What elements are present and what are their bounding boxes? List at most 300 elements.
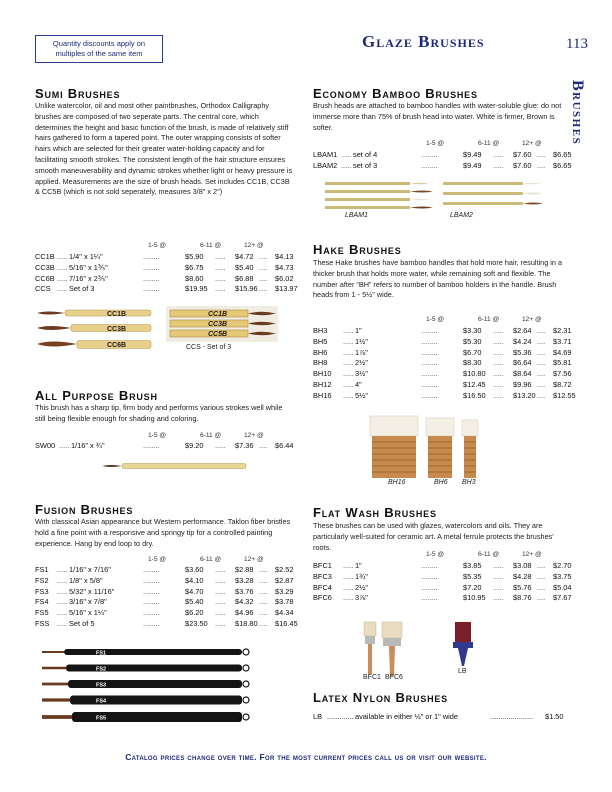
leader: ........	[421, 390, 438, 400]
fusion-brush-fs2	[42, 665, 249, 672]
hake-price-table	[313, 326, 576, 402]
sumi-brush-cc3b	[37, 325, 151, 332]
price-6-11: $8.76	[513, 593, 532, 603]
leader: ....	[259, 586, 268, 596]
item-size: 1"	[355, 326, 362, 335]
item-code: SW00	[35, 441, 56, 450]
price-6-11: $4.32	[235, 597, 254, 607]
price-6-11: $4.28	[513, 571, 532, 581]
leader: ....	[537, 582, 546, 592]
fusion-brush-fs1	[42, 649, 249, 655]
leader: ....	[259, 284, 268, 294]
item-code: CC1B	[35, 252, 55, 261]
leader: ........	[421, 160, 438, 170]
page-title: Glaze Brushes	[362, 32, 485, 51]
item-size: 1½"	[355, 336, 368, 346]
price-row	[313, 337, 573, 348]
item-code: BH10	[313, 369, 332, 379]
fusion-brush-fs4	[42, 696, 249, 705]
item-size: 1/8" x 5/8"	[69, 575, 103, 585]
leader: .....	[493, 150, 504, 159]
item-size: 5/16" x 1⅗"	[69, 262, 108, 272]
hake-brush-bh3	[462, 420, 478, 478]
price-6-11: $4.96	[235, 608, 254, 618]
item-code: FS1	[35, 565, 49, 574]
set-label-2: CC3B	[208, 321, 228, 328]
price-12-plus: $2.70	[553, 561, 572, 570]
price-row	[313, 593, 573, 604]
leader: ....	[537, 369, 546, 379]
leader: ........	[143, 284, 160, 294]
item-code: BH16	[313, 390, 332, 400]
item-size: 7/16" x 2⅗"	[69, 273, 108, 283]
price-1-5: $8.60	[185, 273, 204, 283]
leader: .....	[215, 608, 226, 618]
bh6-caption: BH6	[434, 479, 448, 486]
sumi-set-image	[166, 306, 278, 342]
leader: .....	[493, 369, 504, 379]
price-col-2: 6-11 @	[200, 556, 222, 563]
price-12-plus: $7.67	[553, 593, 572, 603]
price-12-plus: $8.72	[553, 379, 572, 389]
leader: .....	[343, 390, 354, 400]
price-col-3: 12+ @	[244, 556, 264, 563]
item-size: 1/16" x ¾"	[71, 441, 105, 450]
price-row	[313, 390, 576, 402]
leader: ........	[143, 575, 160, 585]
leader: .....	[215, 284, 226, 294]
price-6-11: $7.60	[513, 160, 532, 170]
price-row	[313, 380, 573, 391]
price-row	[313, 326, 573, 337]
leader: .....	[493, 593, 504, 603]
price-col-3: 12+ @	[244, 242, 264, 249]
fusion-heading: Fusion Brushes	[35, 502, 134, 517]
item-code: LBAM2	[313, 160, 338, 170]
leader: ........	[421, 326, 438, 335]
price-1-5: $12.45	[463, 379, 486, 389]
sumi-price-header	[140, 242, 300, 252]
price-col-1: 1-5 @	[148, 242, 167, 249]
fusion-price-table	[35, 565, 298, 630]
bfc1-caption: BFC1	[363, 674, 381, 681]
price-col-2: 6-11 @	[200, 242, 222, 249]
price-row	[313, 150, 573, 161]
leader: .....	[215, 252, 226, 261]
bamboo-description: Brush heads are attached to bamboo handles with water-soluble glue: do not immerse more than 75% of brush head into water. White is firmer, Brown is softer.	[313, 101, 562, 132]
item-code: BH3	[313, 326, 328, 335]
sumi-set-caption: CCS - Set of 3	[186, 344, 232, 351]
set-label-3: CC5B	[208, 331, 228, 338]
price-12-plus: $4.13	[275, 252, 294, 261]
item-code: FS3	[35, 586, 49, 596]
item-size: 1/4" x 1¼"	[69, 252, 103, 261]
price-col-3: 12+ @	[522, 316, 542, 323]
price-6-11: $9.96	[513, 379, 532, 389]
item-code: BH6	[313, 347, 328, 357]
bamboo-price-table	[313, 150, 573, 172]
latex-text: available in either ½" or 1" wide	[355, 712, 459, 721]
hake-price-header	[418, 316, 578, 326]
leader: .....	[493, 561, 504, 570]
price-row	[35, 441, 295, 452]
price-col-1: 1-5 @	[426, 316, 445, 323]
item-code: FSS	[35, 618, 50, 628]
bamboo-heading: Economy Bamboo Brushes	[313, 86, 478, 101]
price-row	[313, 583, 573, 594]
leader: .....	[215, 565, 226, 574]
price-row	[313, 161, 573, 172]
price-row	[313, 572, 573, 583]
price-1-5: $10.95	[463, 593, 486, 603]
leader: .....	[343, 369, 354, 379]
leader: .....	[493, 347, 504, 357]
sumi-brush-cc1b	[37, 310, 151, 316]
leader: ....	[537, 358, 546, 368]
item-code: FS5	[35, 608, 49, 618]
quantity-discount-notice	[35, 35, 163, 63]
allpurpose-brush-image	[100, 460, 250, 472]
bh3-caption: BH3	[462, 479, 476, 486]
price-6-11: $4.24	[513, 336, 532, 346]
flatwash-heading: Flat Wash Brushes	[313, 505, 437, 520]
bh16-caption: BH16	[388, 479, 406, 486]
leader: ....	[259, 565, 268, 574]
fusion-brush-fs3	[42, 680, 249, 688]
leader: ....	[537, 390, 546, 400]
leader: ....	[259, 597, 268, 607]
leader: .....	[343, 326, 354, 335]
price-1-5: $10.80	[463, 369, 486, 379]
fusion-label-5: FS5	[96, 715, 107, 722]
latex-leader-2: .....................	[490, 712, 534, 721]
item-code: BFC4	[313, 582, 332, 592]
leader: ....	[537, 326, 546, 335]
leader: .....	[59, 441, 70, 450]
price-6-11: $7.60	[513, 150, 532, 159]
leader: .....	[493, 571, 504, 581]
price-row	[35, 608, 295, 619]
item-size: 5½"	[355, 390, 368, 400]
leader: .....	[57, 575, 68, 585]
side-tab-label: Brushes	[569, 80, 586, 146]
price-1-5: $3.85	[463, 561, 482, 570]
item-size: 5/32" x 11/16"	[69, 586, 115, 596]
leader: ........	[143, 586, 160, 596]
item-size: Set of 5	[69, 618, 95, 628]
price-1-5: $7.20	[463, 582, 482, 592]
price-col-2: 6-11 @	[478, 316, 500, 323]
leader: .....	[343, 358, 354, 368]
price-12-plus: $4.73	[275, 262, 294, 272]
item-size: 1⅞"	[355, 347, 368, 357]
leader: .....	[57, 618, 68, 628]
price-col-1: 1-5 @	[148, 432, 167, 439]
price-row	[35, 618, 298, 630]
leader: .....	[215, 575, 226, 585]
leader: .....	[493, 582, 504, 592]
sumi-brush-cc6b	[37, 341, 151, 349]
item-code: CC6B	[35, 273, 55, 283]
leader: ........	[143, 262, 160, 272]
price-1-5: $5.30	[463, 336, 482, 346]
bfc6-brush	[382, 622, 402, 676]
fusion-description: With classical Asian appearance but Western performance. Taklon fiber bristles hold a fine point with a responsive and springy tip for a controlled painting experience. Hang by end loop to dry.	[35, 517, 291, 548]
item-code: BH5	[313, 336, 328, 346]
leader: .....	[343, 347, 354, 357]
price-1-5: $4.10	[185, 575, 204, 585]
fusion-label-1: FS1	[96, 650, 107, 657]
price-12-plus: $5.04	[553, 582, 572, 592]
price-12-plus: $4.69	[553, 347, 572, 357]
price-12-plus: $2.87	[275, 575, 294, 585]
leader: ....	[537, 336, 546, 346]
hake-brushes-image	[368, 414, 486, 480]
lb-caption: LB	[458, 668, 467, 675]
price-row	[35, 252, 295, 263]
price-12-plus: $5.81	[553, 358, 572, 368]
price-12-plus: $6.44	[275, 441, 294, 450]
leader: ....	[259, 618, 268, 628]
price-12-plus: $3.29	[275, 586, 294, 596]
price-12-plus: $16.45	[275, 618, 298, 628]
item-size: 1/16" x 7/16"	[69, 565, 111, 574]
lbam1-set	[325, 182, 433, 209]
leader: .....	[57, 284, 68, 294]
price-col-1: 1-5 @	[426, 140, 445, 147]
price-6-11: $2.88	[235, 565, 254, 574]
price-row	[35, 274, 295, 285]
price-6-11: $6.64	[513, 358, 532, 368]
price-col-3: 12+ @	[522, 140, 542, 147]
leader: .....	[341, 160, 352, 170]
item-code: FS2	[35, 575, 49, 585]
leader: .....	[215, 262, 226, 272]
item-code: BFC3	[313, 571, 332, 581]
price-1-5: $6.20	[185, 608, 204, 618]
leader: ........	[421, 561, 438, 570]
leader: ........	[143, 565, 160, 574]
price-row	[35, 284, 298, 295]
leader: ....	[537, 561, 546, 570]
price-12-plus: $6.02	[275, 273, 294, 283]
leader: .....	[57, 608, 68, 618]
leader: ........	[421, 379, 438, 389]
item-code: LBAM1	[313, 150, 338, 159]
item-size: set of 4	[353, 150, 378, 159]
fusion-label-3: FS3	[96, 682, 107, 689]
leader: ........	[421, 336, 438, 346]
leader: .....	[57, 565, 68, 574]
flatwash-price-table	[313, 561, 573, 604]
price-1-5: $9.20	[185, 441, 204, 450]
fusion-label-2: FS2	[96, 666, 107, 673]
leader: .....	[493, 160, 504, 170]
item-code: CCS	[35, 284, 51, 294]
price-1-5: $19.95	[185, 284, 208, 294]
leader: .....	[215, 586, 226, 596]
leader: .....	[343, 582, 354, 592]
footer-note: Catalog prices change over time. For the most current prices call us or visit our website.	[125, 752, 487, 762]
leader: .....	[57, 262, 68, 272]
leader: ....	[537, 347, 546, 357]
leader: .....	[343, 379, 354, 389]
price-1-5: $5.40	[185, 597, 204, 607]
allpurpose-price-table	[35, 441, 295, 452]
latex-heading: Latex Nylon Brushes	[313, 690, 448, 705]
price-6-11: $18.80	[235, 618, 258, 628]
price-row	[35, 597, 295, 608]
leader: ....	[259, 252, 268, 261]
price-6-11: $3.28	[235, 575, 254, 585]
leader: .....	[341, 150, 352, 159]
price-6-11: $8.64	[513, 369, 532, 379]
item-size: set of 3	[353, 160, 378, 170]
allpurpose-description: This brush has a sharp tip, firm body and performs various strokes well while still being flexible enough for shading and coloring.	[35, 403, 283, 423]
price-12-plus: $2.31	[553, 326, 572, 335]
hake-brush-bh6	[426, 418, 454, 478]
latex-code: LB	[313, 712, 323, 721]
price-1-5: $23.50	[185, 618, 208, 628]
leader: ........	[143, 597, 160, 607]
leader: ........	[421, 347, 438, 357]
price-6-11: $3.08	[513, 561, 532, 570]
lb-brush	[453, 622, 473, 666]
price-6-11: $15.96	[235, 284, 258, 294]
bamboo-brushes-image	[325, 180, 545, 214]
leader: .....	[57, 252, 68, 261]
leader: ....	[537, 160, 546, 170]
leader: ....	[537, 379, 546, 389]
price-1-5: $9.49	[463, 160, 482, 170]
price-row	[35, 263, 295, 274]
price-1-5: $5.35	[463, 571, 482, 581]
leader: .....	[215, 273, 226, 283]
leader: ....	[537, 593, 546, 603]
item-code: BFC1	[313, 561, 332, 570]
latex-price: $1.50	[545, 712, 564, 721]
price-12-plus: $12.55	[553, 390, 576, 400]
item-size: Set of 3	[69, 284, 95, 294]
leader: .....	[57, 597, 68, 607]
leader: ........	[143, 618, 160, 628]
leader: .....	[493, 379, 504, 389]
fusion-brushes-image	[42, 646, 252, 726]
price-1-5: $5.90	[185, 252, 204, 261]
price-12-plus: $2.52	[275, 565, 294, 574]
item-code: BH8	[313, 358, 328, 368]
item-code: FS4	[35, 597, 49, 607]
price-6-11: $2.64	[513, 326, 532, 335]
side-tab	[566, 80, 586, 190]
item-size: 3⅞"	[355, 593, 368, 603]
price-12-plus: $3.71	[553, 336, 572, 346]
flatwash-description: These brushes can be used with glazes, watercolors and oils. They are particularly well-suited for ceramic art. A metal ferrule protects the brushes' roots.	[313, 521, 554, 552]
latex-leader: .............	[327, 712, 354, 721]
leader: .....	[493, 336, 504, 346]
price-12-plus: $3.75	[553, 571, 572, 581]
leader: ....	[537, 150, 546, 159]
notice-line-2: multiples of the same item	[55, 49, 143, 58]
bfc6-caption: BFC6	[385, 674, 403, 681]
price-row	[35, 576, 295, 587]
item-size: 4"	[355, 379, 362, 389]
price-1-5: $3.60	[185, 565, 204, 574]
price-row	[313, 369, 573, 380]
price-12-plus: $6.65	[553, 150, 572, 159]
price-col-2: 6-11 @	[478, 140, 500, 147]
item-size: 1"	[355, 561, 362, 570]
item-size: 3½"	[355, 369, 368, 379]
price-row	[35, 565, 295, 576]
price-6-11: $4.72	[235, 252, 254, 261]
price-6-11: $6.88	[235, 273, 254, 283]
price-12-plus: $13.97	[275, 284, 298, 294]
leader: .....	[57, 273, 68, 283]
leader: .....	[493, 358, 504, 368]
price-col-1: 1-5 @	[148, 556, 167, 563]
leader: ........	[421, 369, 438, 379]
leader: .....	[343, 571, 354, 581]
price-6-11: $7.36	[235, 441, 254, 450]
price-col-3: 12+ @	[244, 432, 264, 439]
leader: .....	[343, 593, 354, 603]
leader: ........	[421, 571, 438, 581]
leader: .....	[215, 441, 226, 450]
price-col-1: 1-5 @	[426, 551, 445, 558]
fusion-label-4: FS4	[96, 698, 107, 705]
price-6-11: $3.76	[235, 586, 254, 596]
item-size: 5/16" x 1¼"	[69, 608, 107, 618]
page-number: 113	[566, 36, 588, 52]
price-1-5: $4.70	[185, 586, 204, 596]
fusion-brush-fs5	[42, 712, 249, 722]
leader: ....	[537, 571, 546, 581]
price-1-5: $3.30	[463, 326, 482, 335]
item-size: 1¾"	[355, 571, 368, 581]
leader: .....	[343, 561, 354, 570]
latex-price-row	[313, 712, 573, 723]
flatwash-price-header	[418, 551, 578, 561]
lbam2-caption: LBAM2	[450, 212, 473, 219]
leader: .....	[57, 586, 68, 596]
price-row	[35, 587, 295, 598]
price-12-plus: $3.78	[275, 597, 294, 607]
sumi-label-3: CC6B	[107, 342, 127, 349]
leader: ........	[421, 582, 438, 592]
sumi-label-2: CC3B	[107, 326, 127, 333]
item-size: 2½"	[355, 358, 368, 368]
sumi-description: Unlike watercolor, oil and most other paintbrushes, Orthodox Calligraphy brushes are composed of two seperate parts. The central core, which determines the height and basic function of the brush, is made of relatively stiff hairs gathered to form a tapered point. The outer wrapping consists of softer hairs which are selected for their greater water-holding capacity and for facilitating smooth strokes. The consistent length of the hair structure ensures smooth maneuverability and dynamic strokes whether light or heavy pressure is applied. Measurements are the size of brush heads. Set includes CC1B, CC3B & CC5B (which is not sold seperately, measures 3/8" x 2")	[35, 101, 293, 197]
leader: .....	[215, 618, 226, 628]
price-row	[313, 348, 573, 359]
leader: ....	[259, 273, 268, 283]
set-label-1: CC1B	[208, 311, 228, 318]
leader: ........	[421, 150, 438, 159]
price-1-5: $6.75	[185, 262, 204, 272]
leader: .....	[343, 336, 354, 346]
price-1-5: $9.49	[463, 150, 482, 159]
sumi-label-1: CC1B	[107, 311, 127, 318]
price-12-plus: $4.34	[275, 608, 294, 618]
leader: ....	[259, 441, 268, 450]
price-col-2: 6-11 @	[478, 551, 500, 558]
sumi-brushes-image	[35, 305, 155, 353]
leader: ....	[259, 608, 268, 618]
price-6-11: $5.36	[513, 347, 532, 357]
price-row	[313, 358, 573, 369]
leader: ....	[259, 262, 268, 272]
